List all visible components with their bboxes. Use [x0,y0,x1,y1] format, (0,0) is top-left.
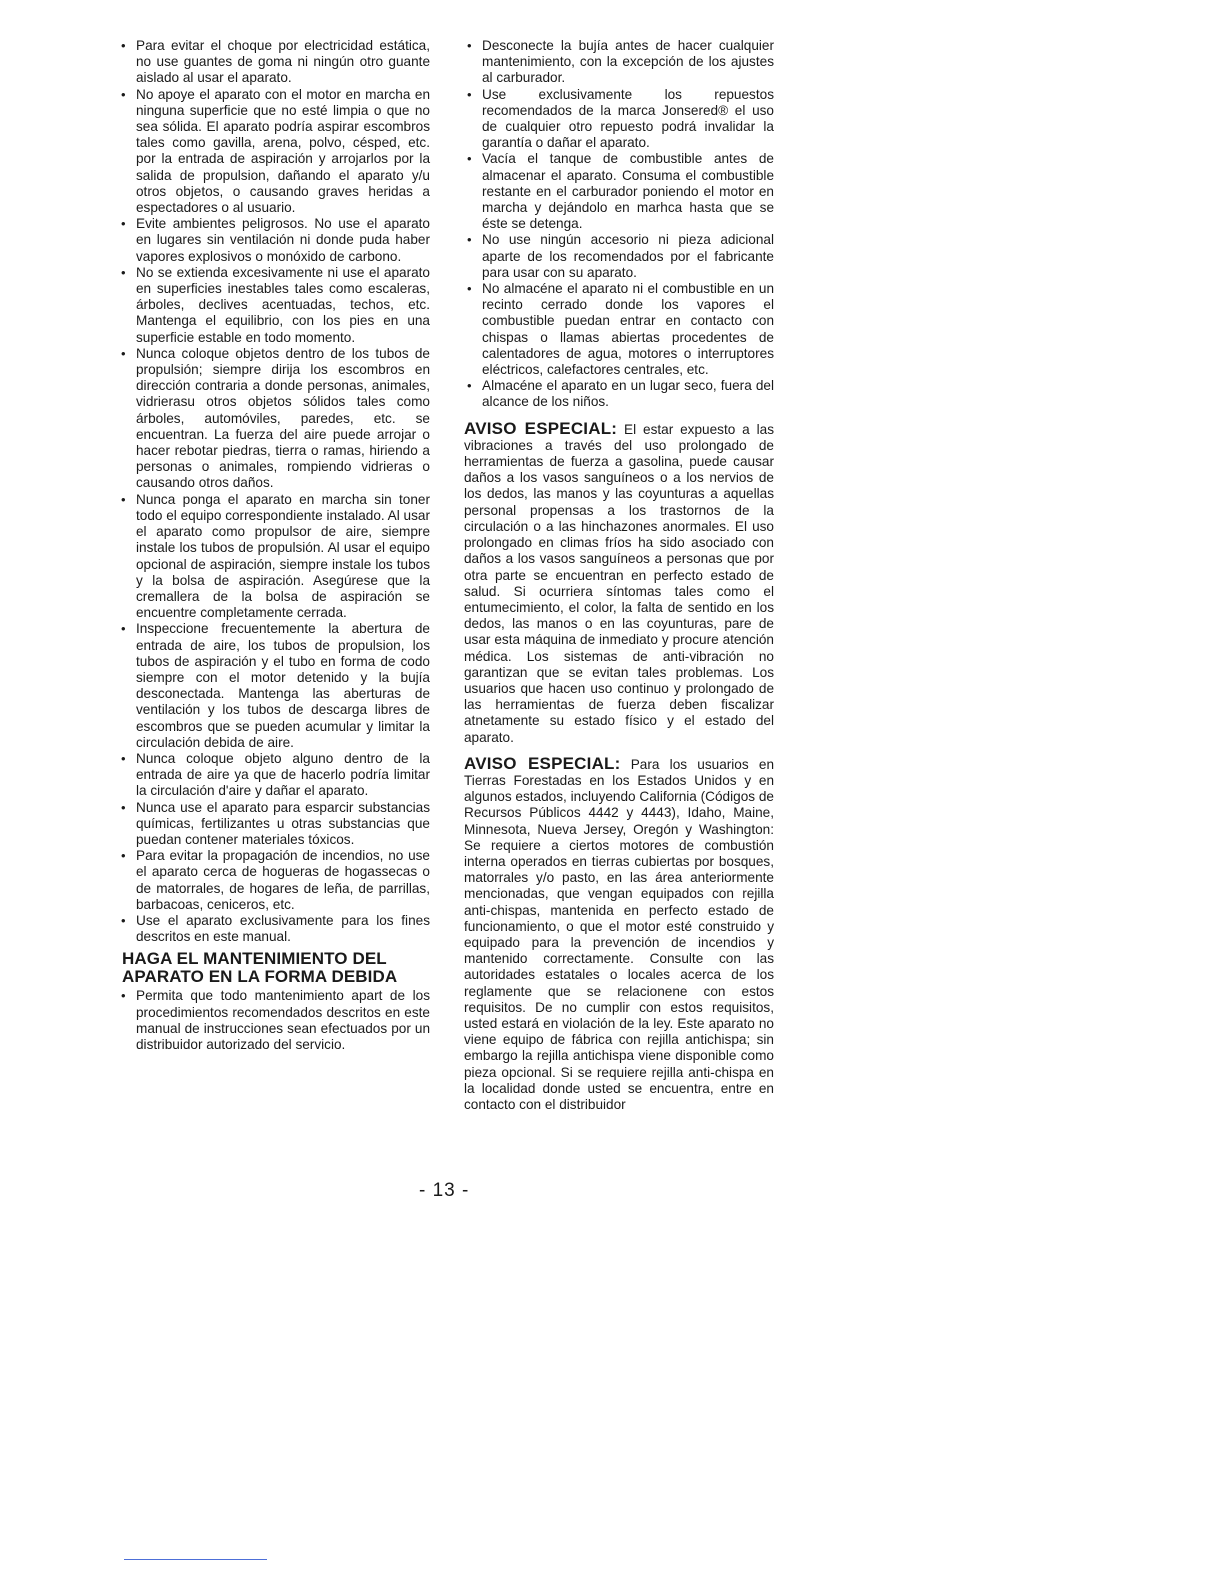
maintenance-heading [122,950,430,986]
heading-line-2: APARATO EN LA FORMA DEBIDA [122,967,398,987]
list-item: • No use ningún accesorio ni pieza adicional aparte de los recomendados por el fabricante para usar con su aparato. [464,232,774,281]
page-number: - 13 - [419,1180,470,1201]
maintenance-bullet-list-continued [464,38,774,411]
list-item: • Evite ambientes peligrosos. No use el aparato en lugares sin ventilación ni donde puda haber vapores explosivos o monóxido de carbono. [118,216,430,265]
list-item: • Desconecte la bujía antes de hacer cualquier mantenimiento, con la excepción de los ajustes al carburador. [464,38,774,87]
list-item: • Para evitar el choque por electricidad estática, no use guantes de goma ni ningún otro guante aislado al usar el aparato. [118,38,430,87]
list-item: • Use exclusivamente los repuestos recomendados de la marca Jonsered® el uso de cualquier otro repuesto podrá invalidar la garantía o dañar el aparato. [464,87,774,152]
list-item: • Nunca coloque objeto alguno dentro de la entrada de aire ya que de hacerlo podría limitar la circulación d'aire y dañar el aparato. [118,751,430,800]
maintenance-bullet-list [118,988,430,1053]
safety-bullet-list [118,38,430,945]
footer-rule [124,1559,267,1560]
list-item: • Almacéne el aparato en un lugar seco, fuera del alcance de los niños. [464,378,774,410]
list-item: • Inspeccione frecuentemente la abertura de entrada de aire, los tubos de propulsion, los tubos de aspiración y el tubo en forma de codo siempre con el motor detenido y la bujía desconectada. Mantenga las aberturas de ventilación y los tubos de descarga libres de escombros que se pueden acumular y limitar la circulación debida de aire. [118,621,430,751]
right-column [464,38,774,1113]
list-item: • No se extienda excesivamente ni use el aparato en superficies inestables tales como escaleras, árboles, declives acentuadas, techos, etc. Mantenga el equilibrio, con los pies en una superficie estable en todo momento. [118,265,430,346]
notice-text: Para los usuarios en Tierras Forestadas en los Estados Unidos y en algunos estados, incluyendo California (Códigos de Recursos Públicos 4442 y 4443), Idaho, Maine, Minnesota, Nueva Jersey, Oregón y Washington: Se requiere a ciertos motores de combustión interna operados en tierras cubiertas por bosques, matorrales y/o pasto, en las área anteriormente mencionadas, que vengan equipados con rejilla anti-chispas, mantenida en perfecto estado de funcionamiento, o que el motor esté construido y equipado para la prevención de incendios y mantenido correctamente. Consulte con las autoridades estatales o locales acerca de los reglamente que se relacionene con estos requisitos. De no cumplir con estos requisitos, usted estará en violación de la ley. Este aparato no viene equipo de fábrica con rejilla antichispa; sin embargo la rejilla antichispa viene disponible como pieza opcional. Si se requiere rejilla anti-chispa en la localidad donde usted se encuentra, entre en contacto con el distribuidor [464,756,774,1112]
list-item: • Nunca coloque objetos dentro de los tubos de propulsión; siempre dirija los escombros en dirección contraria a donde personas, animales, vidrierasu otros objetos sólidos tales como árboles, automóviles, paredes, etc. se encuentran. La fuerza del aire puede arrojar o hacer rebotar piedras, tierra o ramas, hiriendo a personas o animales, rompiendo vidrieras o causando otros daños. [118,346,430,492]
list-item: • Para evitar la propagación de incendios, no use el aparato cerca de hogueras de hogassecas o de matorrales, de hogares de leña, de parrillas, barbacoas, ceniceros, etc. [118,848,430,913]
list-item: • Nunca use el aparato para esparcir substancias químicas, fertilizantes u otras substancias que puedan contener materiales tóxicos. [118,800,430,849]
notice-text: El estar expuesto a las vibraciones a través del uso prolongado de herramientas de fuerza a gasolina, puede causar daños a los vasos sanguíneos o a los nervios de los dedos, las manos y las coyunturas a aquellas personal propensas a los trastornos de la circulación o a las hinchazones anormales. El uso prolongado en climas fríos ha sido asociado con daños a los vasos sanguíneos a personas que por otra parte se encuentran en perfecto estado de salud. Si ocurriera síntomas tales como el entumecimiento, el color, la falta de sentido en los dedos, las manos o en las coyunturas, pare de usar esta máquina de inmediato y procure atención médica. Los sistemas de anti-vibración no garantizan que se evitan tales problemas. Los usuarios que hacen uso continuo y prolongado de las herramientas de fuerza deben fiscalizar atnetamente su estado físico y el estado del aparato. [464,421,774,745]
notice-label: AVISO ESPECIAL: [464,753,621,773]
list-item: • Nunca ponga el aparato en marcha sin toner todo el equipo correspondiente instalado. Al usar el aparato como propulsor de aire, siempre instale los tubos de propulsión. Al usar el equipo opcional de aspiración, siempre instale los tubos y la bolsa de aspiración. Asegúrese que la cremallera de la bolsa de aspiración se encuentre completamente cerrada. [118,492,430,622]
special-notice-vibration [464,418,774,746]
heading-line-1: HAGA EL MANTENIMIENTO DEL [122,949,387,969]
list-item: • No apoye el aparato con el motor en marcha en ninguna superficie que no esté limpia o que no sea sólida. El aparato podría aspirar escombros tales como gavilla, arena, polvo, césped, etc. por la entrada de aspiración y arrojarlos por la salida de propulsion, dañando el aparato y/u otros objetos, o causando graves heridas a espectadores o al usuario. [118,87,430,217]
list-item: • Permita que todo mantenimiento apart de los procedimientos recomendados descritos en este manual de instrucciones sean efectuados por un distribuidor autorizado del servicio. [118,988,430,1053]
list-item: • Use el aparato exclusivamente para los fines descritos en este manual. [118,913,430,945]
list-item: • No almacéne el aparato ni el combustible en un recinto cerrado donde los vapores el combustible puedan entrar en contacto con chispas o llamas abiertas procedentes de calentadores de agua, motores o interruptores eléctricos, calefactores centrales, etc. [464,281,774,378]
left-column [118,38,430,1053]
special-notice-forest-lands [464,753,774,1113]
list-item: • Vacía el tanque de combustible antes de almacenar el aparato. Consuma el combustible restante en el carburador poniendo el motor en marcha y dejándolo en marhca hasta que se éste se detenga. [464,151,774,232]
notice-label: AVISO ESPECIAL: [464,418,618,438]
